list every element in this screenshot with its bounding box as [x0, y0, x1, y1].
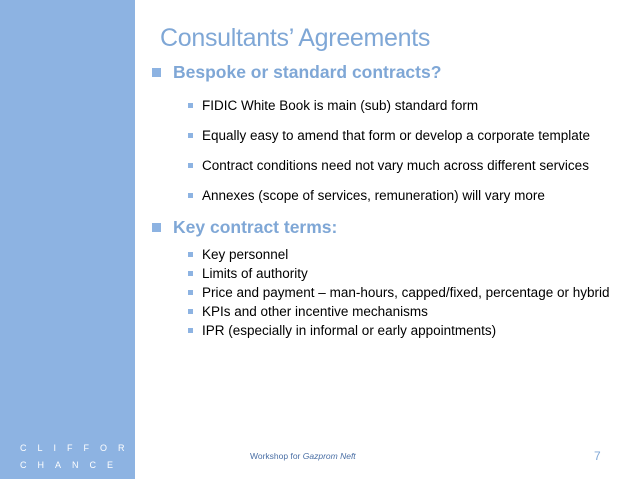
square-bullet-icon — [152, 68, 161, 77]
section-heading-text: Bespoke or standard contracts? — [173, 62, 442, 82]
square-bullet-icon — [188, 133, 193, 138]
company-logo: CLIFFORD CHANCE — [20, 443, 153, 470]
section-heading-terms — [150, 217, 620, 238]
square-bullet-icon — [188, 193, 193, 198]
left-sidebar-band — [0, 0, 135, 479]
section-heading-text: Key contract terms: — [173, 217, 338, 237]
footer-text: Workshop for Gazprom Neft — [250, 451, 356, 461]
slide-body — [150, 62, 620, 341]
list-item: Annexes (scope of services, remuneration) will vary more — [188, 187, 620, 204]
bullet-list-contracts — [150, 97, 620, 204]
list-item: FIDIC White Book is main (sub) standard form — [188, 97, 620, 114]
square-bullet-icon — [188, 271, 193, 276]
slide-title: Consultants’ Agreements — [160, 24, 431, 52]
section-heading-contracts — [150, 62, 620, 83]
list-item: Limits of authority — [188, 265, 620, 282]
list-item: KPIs and other incentive mechanisms — [188, 303, 620, 320]
bullet-list-terms — [150, 246, 620, 339]
list-item: Contract conditions need not vary much across different services — [188, 157, 620, 174]
page-number: 7 — [594, 449, 601, 463]
list-item: Equally easy to amend that form or develop a corporate template — [188, 127, 620, 144]
square-bullet-icon — [188, 163, 193, 168]
list-item: IPR (especially in informal or early appointments) — [188, 322, 620, 339]
list-item: Key personnel — [188, 246, 620, 263]
square-bullet-icon — [188, 328, 193, 333]
square-bullet-icon — [188, 252, 193, 257]
square-bullet-icon — [188, 309, 193, 314]
square-bullet-icon — [152, 223, 161, 232]
square-bullet-icon — [188, 290, 193, 295]
square-bullet-icon — [188, 103, 193, 108]
list-item: Price and payment – man-hours, capped/fixed, percentage or hybrid — [188, 284, 620, 301]
